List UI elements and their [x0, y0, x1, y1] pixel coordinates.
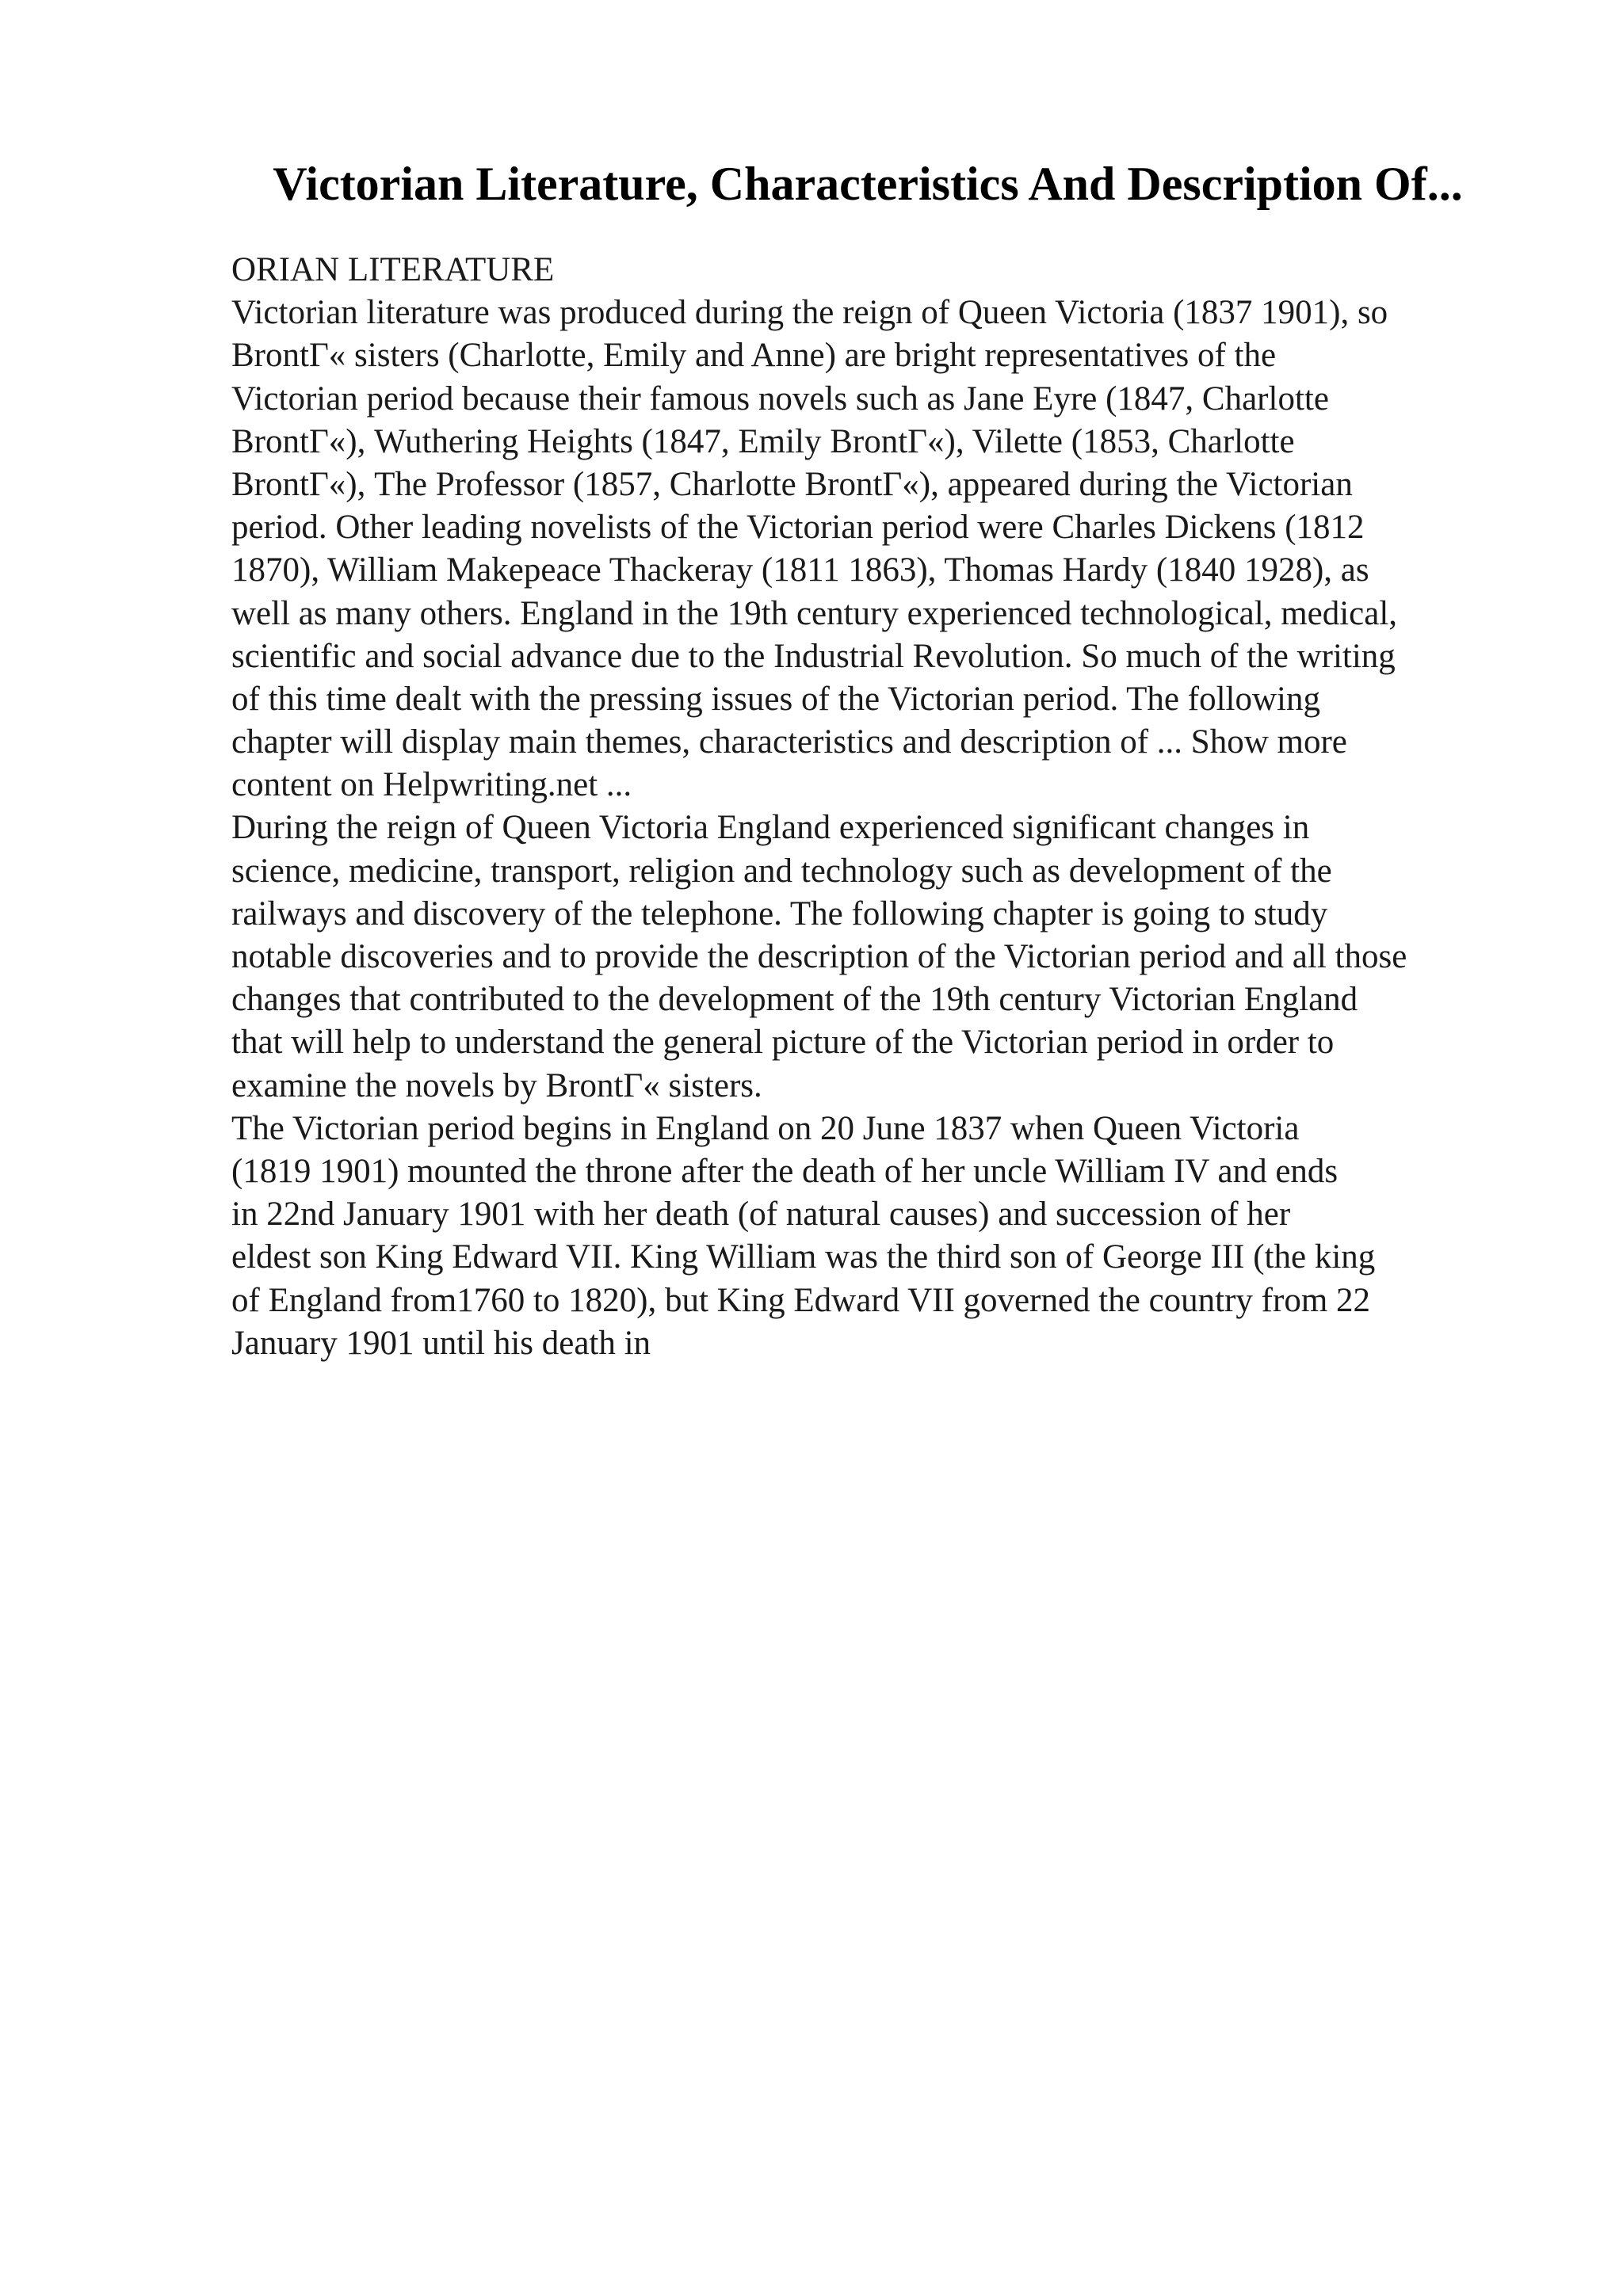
text-line: January 1901 until his death in — [231, 1324, 651, 1362]
text-line: railways and discovery of the telephone. The following chapter is going to study — [231, 894, 1328, 933]
text-line: Victorian period because their famous novels such as Jane Eyre (1847, Charlotte — [231, 379, 1329, 418]
text-line: content on Helpwriting.net ... — [231, 766, 632, 804]
document-body — [231, 249, 1555, 1365]
text-line: The Victorian period begins in England on 20 June 1837 when Queen Victoria — [231, 1109, 1300, 1147]
document-title: Victorian Literature, Characteristics And Description Of... — [273, 158, 1463, 210]
text-line: changes that contributed to the development of the 19th century Victorian England — [231, 981, 1358, 1019]
text-line: notable discoveries and to provide the description of the Victorian period and all those — [231, 938, 1407, 975]
text-line: scientific and social advance due to the Industrial Revolution. So much of the writing — [231, 637, 1396, 675]
text-line: of this time dealt with the pressing issues of the Victorian period. The following — [231, 680, 1320, 718]
text-line: BrontΓ« sisters (Charlotte, Emily and Anne) are bright representatives of the — [231, 337, 1277, 375]
text-line: eldest son King Edward VII. King William was the third son of George III (the king — [231, 1238, 1376, 1276]
text-line: BrontΓ«), Wuthering Heights (1847, Emily BrontΓ«), Vilette (1853, Charlotte — [231, 422, 1295, 460]
text-line: well as many others. England in the 19th century experienced technological, medical, — [231, 594, 1398, 632]
text-line: ORIAN LITERATURE — [231, 251, 555, 288]
text-line: 1870), William Makepeace Thackeray (1811 1863), Thomas Hardy (1840 1928), as — [231, 551, 1369, 589]
text-line: chapter will display main themes, characteristics and description of ... Show more — [231, 723, 1347, 761]
text-line: (1819 1901) mounted the throne after the death of her uncle William IV and ends — [231, 1152, 1338, 1190]
text-line: period. Other leading novelists of the Victorian period were Charles Dickens (1812 — [231, 509, 1365, 547]
text-line: BrontΓ«), The Professor (1857, Charlotte BrontΓ«), appeared during the Victorian — [231, 465, 1353, 503]
text-line: Victorian literature was produced during the reign of Queen Victoria (1837 1901), so — [231, 294, 1388, 332]
text-line: science, medicine, transport, religion and technology such as development of the — [231, 852, 1332, 890]
text-line: examine the novels by BrontΓ« sisters. — [231, 1066, 762, 1104]
text-line: in 22nd January 1901 with her death (of natural causes) and succession of her — [231, 1196, 1291, 1234]
text-line: of England from1760 to 1820), but King Edward VII governed the country from 22 — [231, 1281, 1371, 1319]
text-line: During the reign of Queen Victoria England experienced significant changes in — [231, 809, 1310, 847]
text-line: that will help to understand the general picture of the Victorian period in order to — [231, 1024, 1335, 1062]
